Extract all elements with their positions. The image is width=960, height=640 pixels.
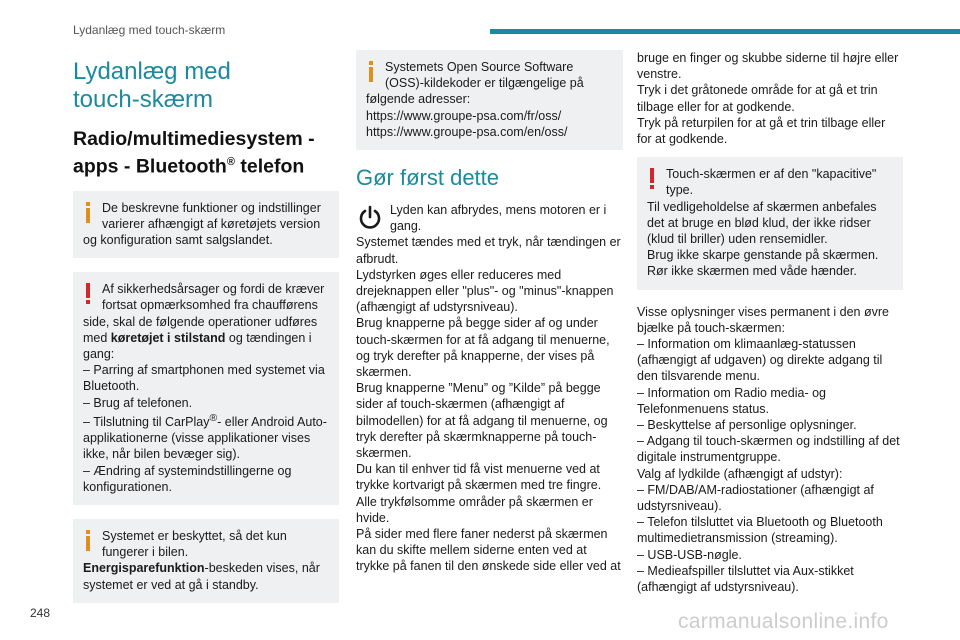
list-item-text: – Tilslutning til CarPlay bbox=[83, 414, 210, 429]
list-item: – Brug af telefonen. bbox=[83, 395, 193, 410]
info-icon bbox=[83, 202, 94, 224]
note-line: Brug ikke skarpe genstande på skærmen. bbox=[647, 248, 879, 263]
page-title bbox=[73, 58, 339, 114]
header-rule bbox=[490, 29, 960, 34]
info-icon bbox=[366, 61, 377, 83]
note-head bbox=[647, 166, 893, 198]
warning-note-safety bbox=[73, 272, 339, 505]
warning-icon bbox=[647, 168, 658, 190]
info-icon bbox=[83, 530, 94, 552]
section-title-text: apps - Bluetooth bbox=[73, 155, 227, 178]
note-head-text: De beskrevne funktioner og indstillinger varierer afhængigt af køretøjets version bbox=[102, 200, 321, 231]
note-body-text: side, skal de følgende operationer udføres med bbox=[83, 314, 318, 345]
note-body-text-end: og tændingen i gang: bbox=[83, 330, 312, 361]
note-head-text: Systemet er beskyttet, så det kun fungerer i bilen. bbox=[102, 528, 287, 560]
note-body bbox=[83, 314, 329, 363]
note-head bbox=[83, 281, 329, 313]
note-head bbox=[366, 59, 613, 91]
section-title-line-2 bbox=[73, 151, 339, 179]
paragraph: På sider med flere faner nederst på skærmen kan du skifte mellem siderne enten ved at trykke på fanen til den ønskede side eller ved at bbox=[356, 527, 621, 574]
oss-url-fr[interactable]: https://www.groupe-psa.com/fr/oss/ bbox=[366, 108, 562, 123]
section-title bbox=[73, 128, 339, 179]
note-line: Til vedligeholdelse af skærmen anbefales det at bruge en blød klud, der ikke ridser (klud til briller) uden rensemidler. bbox=[647, 199, 877, 247]
page-title-line-2: touch-skærm bbox=[73, 86, 214, 113]
list-item: – FM/DAB/AM-radiostationer (afhængigt af udstyrsniveau). bbox=[637, 482, 874, 514]
list-item: – Information om Radio media- og Telefonmenuens status. bbox=[637, 385, 826, 416]
column-3 bbox=[637, 50, 903, 595]
warning-note-screen-care bbox=[637, 157, 903, 289]
info-note-protection bbox=[73, 519, 339, 603]
note-body-text: -beskeden vises, når systemet er ved at gå i standby. bbox=[83, 561, 320, 592]
paragraph: Du kan til enhver tid få vist menuerne ved at trykke kortvarigt på skærmen med tre fingre. bbox=[356, 462, 602, 493]
note-head bbox=[83, 528, 329, 560]
paragraph: Visse oplysninger vises permanent i den øvre bjælke på touch-skærmen: bbox=[637, 304, 889, 335]
note-head-text: Systemets Open Source Software (OSS)-kildekoder er tilgængelige på bbox=[385, 60, 584, 91]
note-body: følgende adresser: bbox=[366, 92, 471, 107]
paragraph: Tryk i det gråtonede område for at gå et trin tilbage eller for at godkende. bbox=[637, 83, 878, 114]
paragraph: Brug knapperne ”Menu” og ”Kilde” på begge sider af touch-skærmen (afhængigt af bilmodellen) for at få adgang til menuerne, og tryk derefter på skærmknapperne på touch-skærmen. bbox=[356, 381, 608, 461]
paragraph: Brug knapperne på begge sider af og under touch-skærmen for at få adgang til menuerne, og tryk derefter på knapperne, der vises på skærmen. bbox=[356, 316, 610, 380]
note-line: Rør ikke skærmen med våde hænder. bbox=[647, 264, 857, 279]
list-item: – Beskyttelse af personlige oplysninger. bbox=[637, 418, 857, 433]
power-row bbox=[356, 202, 623, 234]
info-note-oss bbox=[356, 50, 623, 150]
paragraph: Systemet tændes med et tryk, når tændingen er afbrudt. bbox=[356, 235, 621, 266]
power-icon bbox=[356, 203, 384, 231]
section-title-suffix: telefon bbox=[234, 155, 305, 178]
paragraph: Tryk på returpilen for at gå et trin tilbage eller for at godkende. bbox=[637, 115, 886, 147]
column-2 bbox=[356, 50, 623, 575]
info-note-versions bbox=[73, 191, 339, 259]
warning-icon bbox=[83, 283, 94, 305]
list-item-text-end: - eller Android Auto-applikationerne (visse applikationer vises ikke, når bilen bevæger sig). bbox=[83, 414, 327, 462]
page-number: 248 bbox=[30, 606, 51, 620]
list-item: – Parring af smartphonen med systemet via Bluetooth. bbox=[83, 363, 325, 394]
oss-url-en[interactable]: https://www.groupe-psa.com/en/oss/ bbox=[366, 124, 568, 139]
note-body: og konfiguration samt salgslandet. bbox=[83, 232, 273, 247]
paragraph: Lydstyrken øges eller reduceres med drejeknappen eller "plus"- og "minus"-knappen (afhængigt af udstyrsniveau). bbox=[356, 267, 614, 315]
list-item: – Adgang til touch-skærmen og indstilling af det digitale instrumentgruppe. bbox=[637, 434, 900, 465]
watermark: carmanualsonline.info bbox=[678, 610, 889, 633]
list-item: – Medieafspiller tilsluttet via Aux-stikket (afhængigt af udstyrsniveau). bbox=[637, 563, 854, 595]
registered-mark: ® bbox=[226, 156, 235, 168]
list-item: – Ændring af systemindstillingerne og konfigurationen. bbox=[83, 463, 292, 494]
page-title-line-1: Lydanlæg med bbox=[73, 58, 231, 85]
running-header: Lydanlæg med touch-skærm bbox=[73, 23, 226, 37]
note-head-text: Touch-skærmen er af den "kapacitive" type. bbox=[666, 167, 877, 198]
note-body bbox=[83, 560, 329, 592]
power-text: Lyden kan afbrydes, mens motoren er i gang. bbox=[390, 203, 607, 234]
section-title-line-1: Radio/multimediesystem - bbox=[73, 128, 315, 150]
column-1 bbox=[73, 50, 339, 617]
note-head bbox=[83, 200, 329, 232]
paragraph: bruge en finger og skubbe siderne til højre eller venstre. bbox=[637, 51, 899, 82]
list-item: – Telefon tilsluttet via Bluetooth og Bluetooth multimedietransmission (streaming). bbox=[637, 515, 883, 546]
list-item bbox=[83, 411, 329, 463]
note-body-bold: køretøjet i stilstand bbox=[110, 330, 226, 345]
registered-mark: ® bbox=[209, 412, 218, 424]
list-item: – Information om klimaanlæg-statussen (afhængigt af udgaven) og direkte adgang til den tilsvarende menu. bbox=[637, 337, 883, 384]
list-item: – USB-USB-nøgle. bbox=[637, 547, 742, 562]
note-head-text: Af sikkerhedsårsager og fordi de kræver fortsat opmærksomhed fra chaufførens bbox=[102, 282, 325, 313]
section-heading-first-steps: Gør først dette bbox=[356, 165, 500, 191]
paragraph: Alle trykfølsomme områder på skærmen er hvide. bbox=[356, 494, 593, 525]
note-body-bold: Energisparefunktion bbox=[83, 561, 205, 576]
paragraph: Valg af lydkilde (afhængigt af udstyr): bbox=[637, 466, 843, 481]
